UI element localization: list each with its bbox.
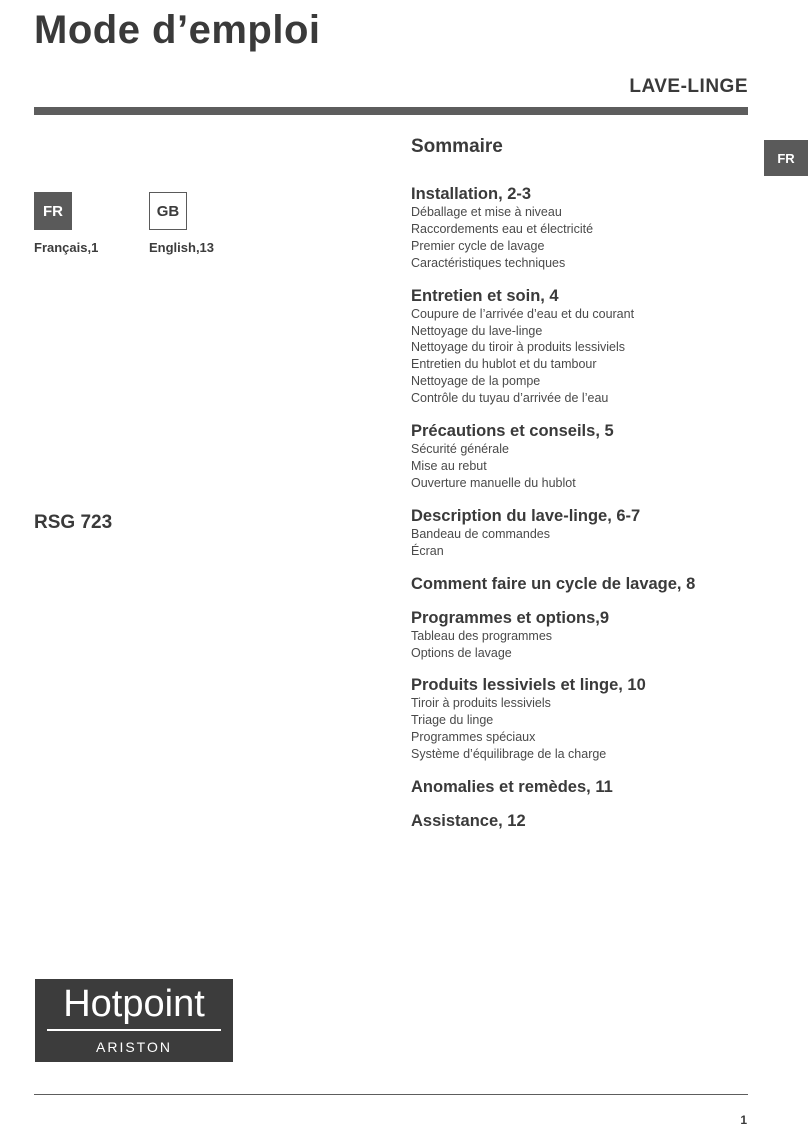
toc-item[interactable]: Entretien du hublot et du tambour <box>411 357 597 372</box>
language-code-badge: GB <box>149 192 187 230</box>
toc-item[interactable]: Bandeau de commandes <box>411 526 550 541</box>
toc-section <box>411 507 751 560</box>
toc-item[interactable]: Caractéristiques techniques <box>411 255 566 270</box>
toc-item[interactable]: Écran <box>411 543 444 558</box>
language-label: English,13 <box>149 240 215 255</box>
toc-item[interactable]: Déballage et mise à niveau <box>411 205 562 219</box>
toc-item[interactable]: Raccordements eau et électricité <box>411 221 594 236</box>
toc-item[interactable]: Nettoyage de la pompe <box>411 374 541 389</box>
toc-section <box>411 778 751 797</box>
toc-item[interactable]: Coupure de l’arrivée d’eau et du courant <box>411 306 635 321</box>
brand-logo <box>35 979 233 1062</box>
footer-rule <box>34 1094 748 1095</box>
language-code-badge: FR <box>34 192 72 230</box>
toc-title: Sommaire <box>411 136 503 157</box>
toc-item[interactable]: Options de lavage <box>411 645 512 660</box>
toc-section <box>411 609 751 662</box>
header-rule <box>34 107 748 115</box>
toc-item[interactable]: Ouverture manuelle du hublot <box>411 475 576 490</box>
toc-section-heading[interactable]: Anomalies et remèdes, 11 <box>411 778 613 797</box>
toc-section <box>411 812 751 831</box>
toc-section <box>411 287 751 407</box>
logo-divider <box>47 1029 221 1031</box>
toc-section <box>411 575 751 594</box>
toc-section-heading[interactable]: Installation, 2-3 <box>411 185 532 203</box>
language-label: Français,1 <box>34 240 99 255</box>
toc-section <box>411 676 751 763</box>
toc-section-heading[interactable]: Description du lave-linge, 6-7 <box>411 506 641 525</box>
document-type: LAVE-LINGE <box>629 76 748 97</box>
toc-item[interactable]: Contrôle du tuyau d’arrivée de l’eau <box>411 391 609 406</box>
page-title: Mode d’emploi <box>34 8 321 52</box>
toc-item[interactable]: Tiroir à produits lessiviels <box>411 696 551 711</box>
page-number: 1 <box>740 1113 747 1127</box>
toc-item[interactable]: Triage du linge <box>411 713 494 728</box>
logo-sub-text: ARISTON <box>96 1038 172 1055</box>
language-fr[interactable] <box>34 192 98 255</box>
toc-section-heading[interactable]: Assistance, 12 <box>411 812 526 831</box>
toc-section-heading[interactable]: Entretien et soin, 4 <box>411 286 559 305</box>
table-of-contents <box>411 136 751 846</box>
language-gb[interactable] <box>149 192 214 255</box>
toc-item[interactable]: Tableau des programmes <box>411 628 553 643</box>
toc-sections <box>411 185 751 831</box>
toc-item[interactable]: Mise au rebut <box>411 458 487 473</box>
toc-item[interactable]: Nettoyage du lave-linge <box>411 323 543 338</box>
toc-item[interactable]: Nettoyage du tiroir à produits lessiviels <box>411 340 625 355</box>
toc-section-heading[interactable]: Précautions et conseils, 5 <box>411 422 614 441</box>
side-language-tab: FR <box>764 140 808 176</box>
toc-section-heading[interactable]: Comment faire un cycle de lavage, 8 <box>411 574 696 593</box>
toc-section-heading[interactable]: Programmes et options,9 <box>411 608 610 627</box>
toc-item[interactable]: Sécurité générale <box>411 442 509 457</box>
toc-section <box>411 185 751 272</box>
toc-section <box>411 422 751 492</box>
toc-item[interactable]: Programmes spéciaux <box>411 730 536 745</box>
logo-brand-text: Hotpoint <box>63 983 205 1025</box>
toc-item[interactable]: Système d’équilibrage de la charge <box>411 747 607 762</box>
toc-item[interactable]: Premier cycle de lavage <box>411 238 545 253</box>
toc-section-heading[interactable]: Produits lessiviels et linge, 10 <box>411 676 646 695</box>
model-name: RSG 723 <box>34 512 113 533</box>
